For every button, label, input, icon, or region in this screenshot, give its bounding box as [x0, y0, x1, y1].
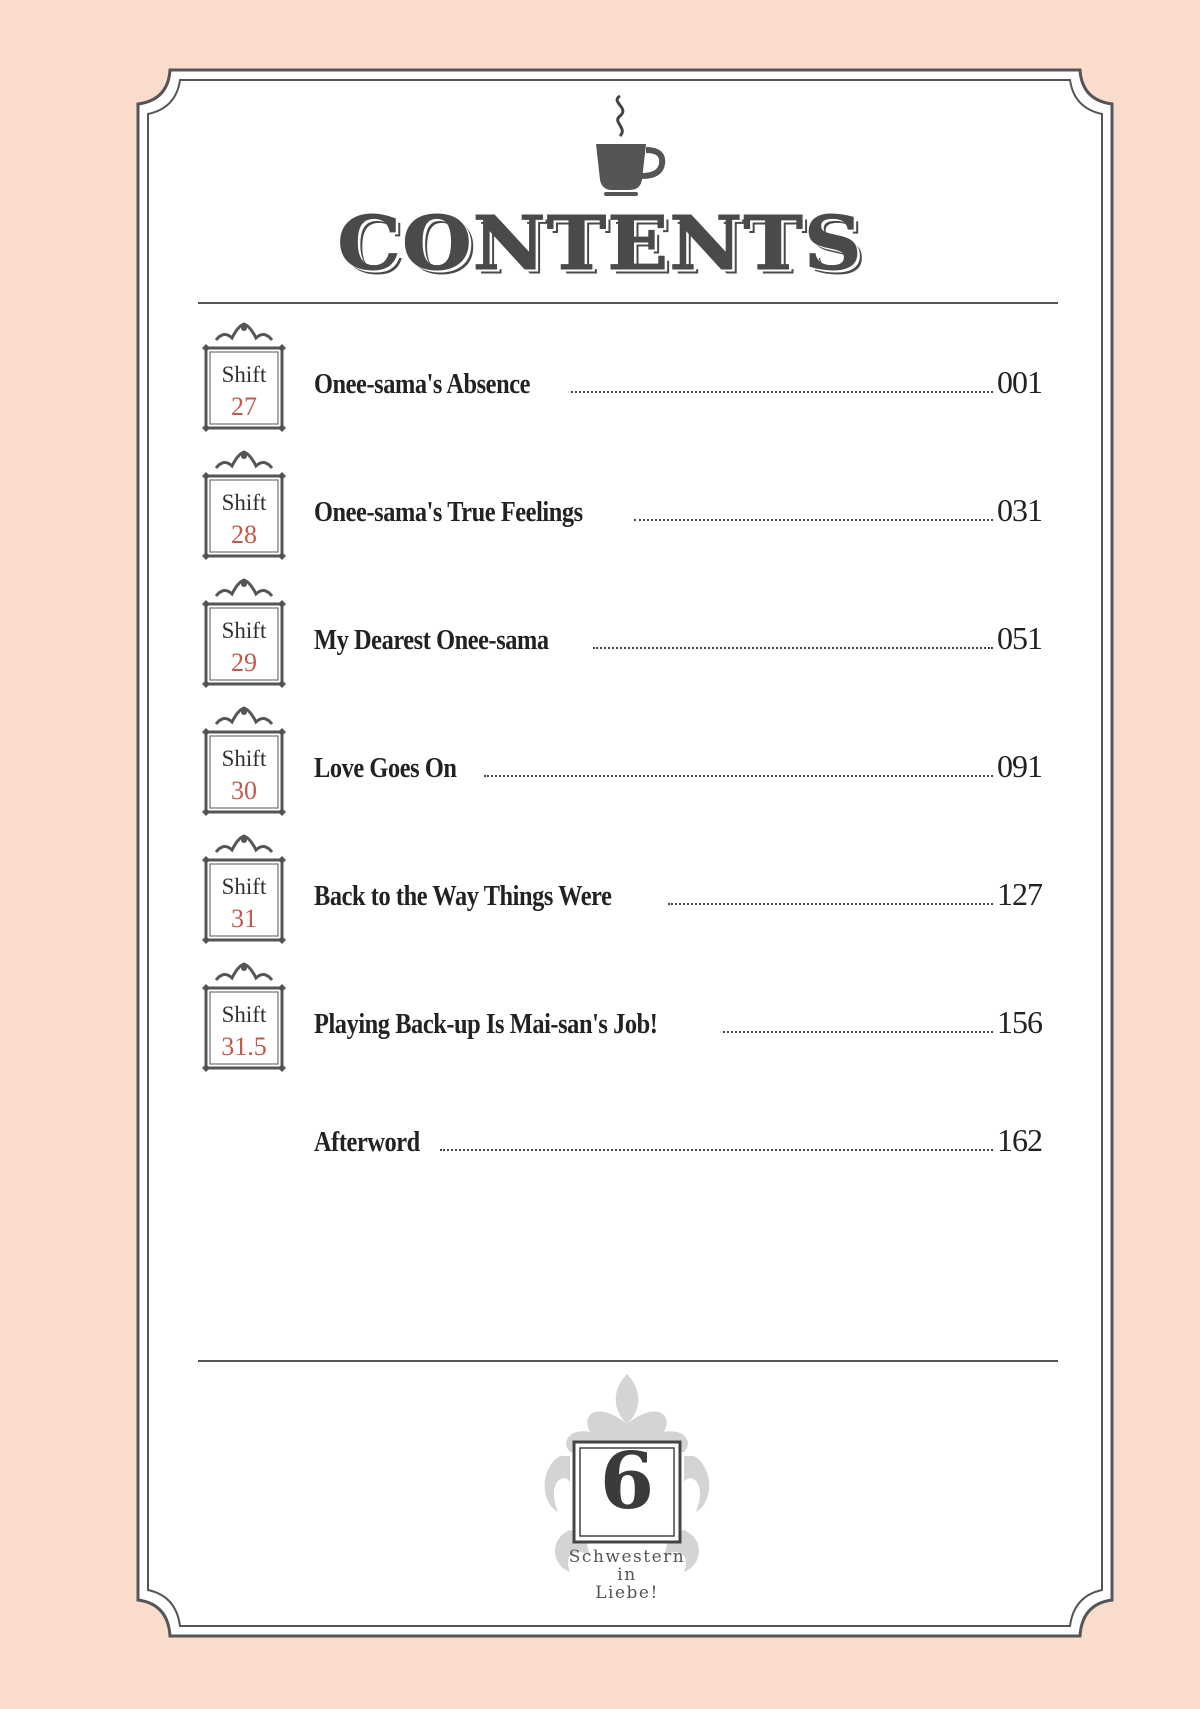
chapter-title: Love Goes On	[314, 752, 457, 784]
shift-badge	[196, 446, 292, 564]
coffee-cup-icon	[590, 92, 670, 202]
shift-badge	[196, 830, 292, 948]
volume-number: 6	[599, 1436, 655, 1527]
shift-number: 27	[231, 392, 257, 421]
shift-number: 29	[231, 648, 257, 677]
toc-entry[interactable]	[196, 446, 1042, 566]
shift-badge	[196, 574, 292, 692]
page-number: 051	[997, 620, 1042, 656]
page-number: 091	[997, 748, 1042, 784]
toc-entry[interactable]	[196, 958, 1042, 1078]
page-number: 156	[997, 1004, 1042, 1040]
toc-entry[interactable]	[196, 574, 1042, 694]
page-number: 031	[997, 492, 1042, 528]
shift-number: 31.5	[221, 1032, 267, 1061]
shift-label: Shift	[221, 490, 267, 515]
toc-entry[interactable]	[196, 318, 1042, 438]
subtitle-line: Liebe!	[595, 1583, 659, 1603]
page-number: 001	[997, 364, 1042, 400]
shift-label: Shift	[221, 746, 267, 771]
leader-dots	[723, 1030, 993, 1033]
chapter-title: Afterword	[314, 1126, 420, 1158]
shift-badge	[196, 958, 292, 1076]
shift-label: Shift	[221, 362, 267, 387]
subtitle-line: Schwestern	[568, 1547, 686, 1567]
shift-label: Shift	[221, 618, 267, 643]
shift-label: Shift	[221, 1002, 267, 1027]
leader-dots	[668, 902, 993, 905]
toc-entry-afterword[interactable]	[196, 1076, 1042, 1196]
leader-dots	[440, 1148, 993, 1151]
toc-entry[interactable]	[196, 702, 1042, 822]
shift-badge	[196, 702, 292, 820]
page-number: 127	[997, 876, 1042, 912]
chapter-title: Onee-sama's Absence	[314, 368, 530, 400]
leader-dots	[571, 390, 993, 393]
shift-label: Shift	[221, 874, 267, 899]
shift-number: 28	[231, 520, 257, 549]
volume-subtitle	[540, 1548, 714, 1602]
shift-number: 30	[231, 776, 257, 805]
toc-entry[interactable]	[196, 830, 1042, 950]
leader-dots	[593, 646, 993, 649]
shift-badge	[196, 318, 292, 436]
chapter-title: Back to the Way Things Were	[314, 880, 612, 912]
leader-dots	[484, 774, 993, 777]
chapter-title: Playing Back-up Is Mai-san's Job!	[314, 1008, 658, 1040]
chapter-title: My Dearest Onee-sama	[314, 624, 549, 656]
leader-dots	[634, 518, 993, 521]
volume-emblem	[540, 1372, 714, 1612]
chapter-title: Onee-sama's True Feelings	[314, 496, 583, 528]
page-number: 162	[997, 1122, 1042, 1158]
subtitle-line: in	[617, 1565, 637, 1585]
shift-number: 31	[231, 904, 257, 933]
top-divider	[198, 302, 1058, 304]
bottom-divider	[198, 1360, 1058, 1362]
page-title: CONTENTS	[337, 199, 863, 287]
